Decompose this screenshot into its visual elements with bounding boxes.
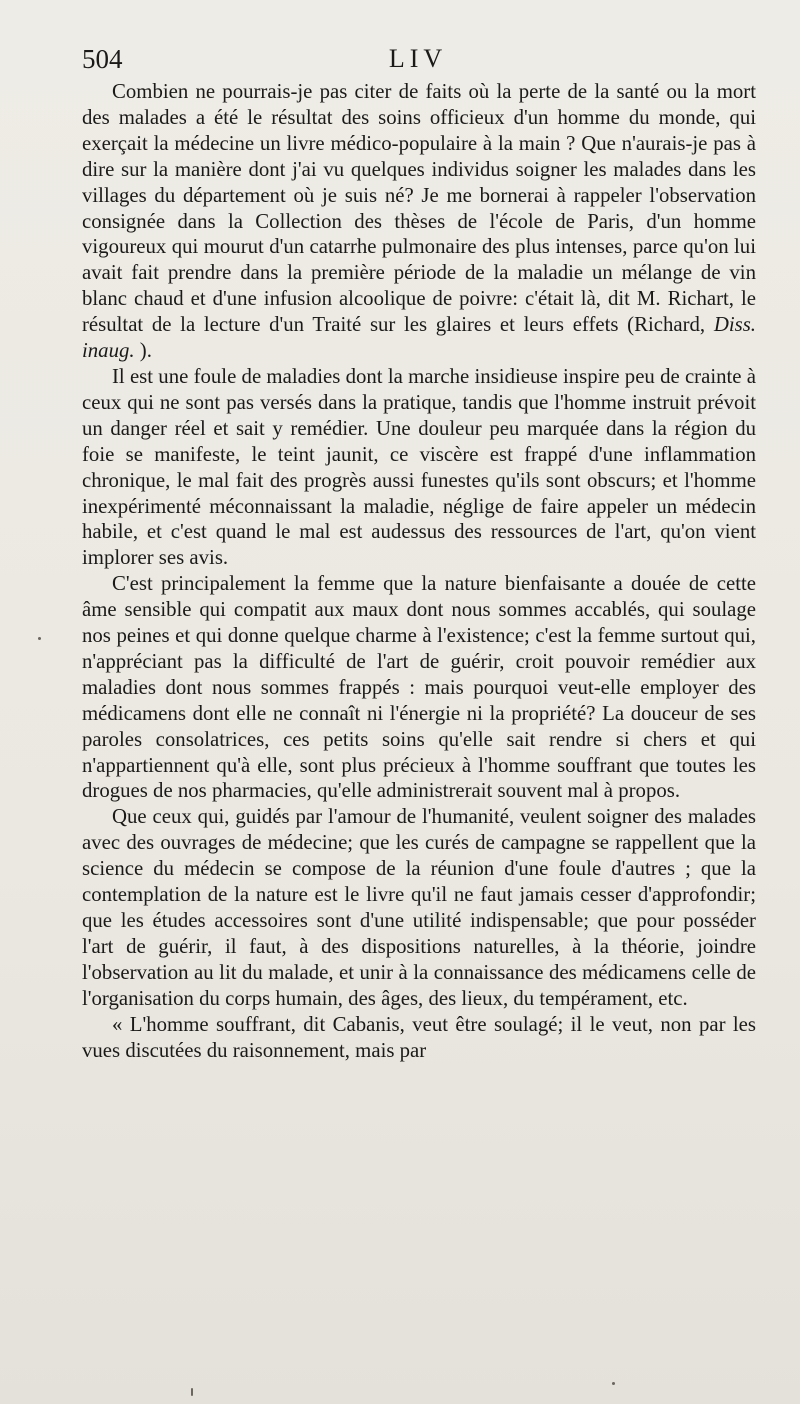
- citation-italic: Diss. inaug.: [82, 313, 756, 363]
- ink-speck: [191, 1388, 193, 1396]
- paragraph-1: Combien ne pourrais-je pas citer de faits où la perte de la santé ou la mort des malades a été le résultat des soins officieux d'un homme du monde, qui exerçait la médecine un livre médico-populaire à la main ? Que n'aurais-je pas à dire sur la manière dont j'ai vu quelques individus soigner les malades dans les villages du département où je suis né? Je me bornerai à rappeler l'observation consignée dans la Collection des thèses de l'école de Paris, d'un homme vigoureux qui mourut d'un catarrhe pulmonaire des plus intenses, parce qu'on lui avait fait prendre dans la première période de la maladie un mélange de vin blanc chaud et d'une infusion alcoolique de poivre: c'était là, dit M. Richart, le résultat de la lecture d'un Traité sur les glaires et leurs effets (Richard, Diss. inaug. ).: [82, 80, 756, 363]
- paragraph-3: C'est principalement la femme que la nature bienfaisante a douée de cette âme sensible qui compatit aux maux dont nous sommes accablés, qui soulage nos peines et qui donne quelque charme à l'existence; c'est la femme surtout qui, n'appréciant pas la difficulté de l'art de guérir, croit pouvoir remédier aux maladies dont nous sommes frappés : mais pourquoi veut-elle employer des médicamens dont elle ne connaît ni l'énergie ni la propriété? La douceur de ses paroles consolatrices, ces petits soins qu'elle sait rendre si chers et qui n'appartiennent qu'à elle, sont plus précieux à l'homme souffrant que toutes les drogues de nos pharmacies, qu'elle administrerait souvent mal à propos.: [82, 572, 756, 803]
- paragraph-4: Que ceux qui, guidés par l'amour de l'humanité, veulent soigner des malades avec des ouvrages de médecine; que les curés de campagne se rappellent que la science du médecin se compose de la réunion d'une foule d'autres ; que la contemplation de la nature est le livre qu'il ne faut jamais cesser d'approfondir; que les études accessoires sont d'une utilité indispensable; que pour posséder l'art de guérir, il faut, à des dispositions naturelles, à la théorie, joindre l'observation au lit du malade, et unir à la connaissance des médicamens celle de l'organisation du corps humain, des âges, des lieux, du tempérament, etc.: [82, 805, 756, 1010]
- page-header: [82, 44, 754, 76]
- ink-speck: [38, 637, 41, 640]
- running-head: LIV: [388, 44, 448, 73]
- body-text: [82, 79, 756, 1063]
- paragraph-2: Il est une foule de maladies dont la marche insidieuse inspire peu de crainte à ceux qui ne sont pas versés dans la pratique, tandis que l'homme instruit prévoit un danger réel et sait y remédier. Une douleur peu marquée dans la région du foie se manifeste, le teint jaunit, ce viscère est frappé d'une inflammation chronique, le mal fait des progrès aussi funestes qu'ils sont obscurs; et l'homme inexpérimenté méconnaissant la maladie, néglige de faire appeler un médecin habile, et c'est quand le mal est audessus des ressources de l'art, qu'on vient implorer ses avis.: [82, 364, 756, 570]
- paragraph-5: « L'homme souffrant, dit Cabanis, veut être soulagé; il le veut, non par les vues discutées du raisonnement, mais par: [82, 1012, 756, 1062]
- page-number: 504: [82, 44, 123, 74]
- ink-speck: [612, 1382, 615, 1385]
